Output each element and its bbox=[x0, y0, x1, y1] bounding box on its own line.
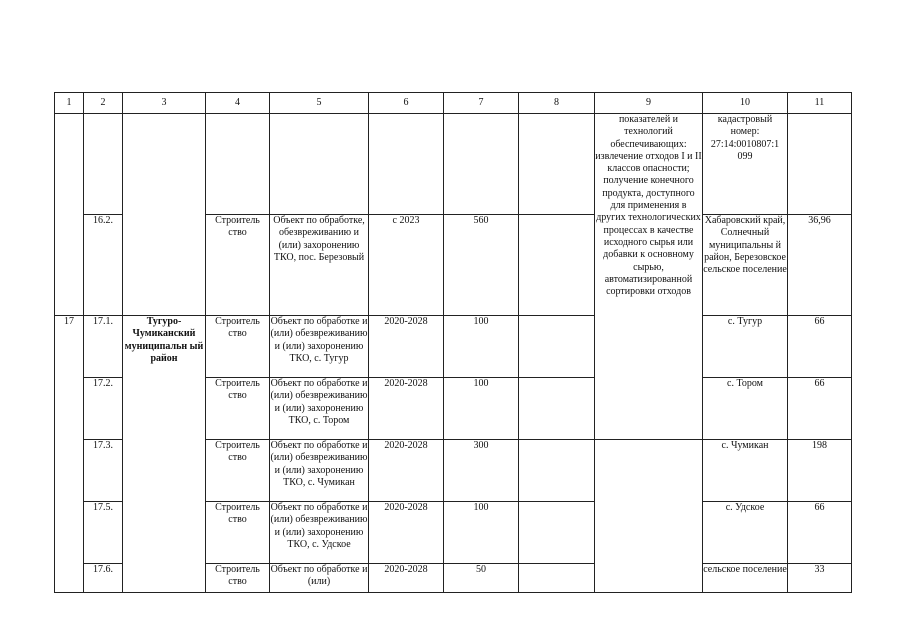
document-table bbox=[54, 92, 852, 593]
object-cell bbox=[270, 114, 369, 215]
col8-cell bbox=[519, 378, 595, 440]
capacity-cell: 100 bbox=[444, 378, 519, 440]
row-number-cell: 17.6. bbox=[84, 564, 123, 593]
row-number-cell: 16.2. bbox=[84, 215, 123, 316]
type-cell: Строитель ство bbox=[206, 440, 270, 502]
row-number-cell: 17.1. bbox=[84, 316, 123, 378]
col8-cell bbox=[519, 502, 595, 564]
header-cell: 1 bbox=[55, 93, 84, 114]
capacity-cell: 300 bbox=[444, 440, 519, 502]
header-cell: 11 bbox=[788, 93, 852, 114]
object-cell: Объект по обработке и (или) обезвреживанию и (или) захоронению ТКО, с. Тугур bbox=[270, 316, 369, 378]
year-cell: 2020-2028 bbox=[369, 502, 444, 564]
group-number-cell: 17 bbox=[55, 316, 84, 593]
type-cell: Строитель ство bbox=[206, 378, 270, 440]
type-cell: Строитель ство bbox=[206, 502, 270, 564]
col8-cell bbox=[519, 215, 595, 316]
object-cell: Объект по обработке и (или) bbox=[270, 564, 369, 593]
location-cell: с. Чумикан bbox=[703, 440, 788, 502]
capacity-cell: 100 bbox=[444, 316, 519, 378]
cost-cell: 33 bbox=[788, 564, 852, 593]
location-cell: с. Тором bbox=[703, 378, 788, 440]
year-cell: с 2023 bbox=[369, 215, 444, 316]
col8-cell bbox=[519, 564, 595, 593]
header-cell: 8 bbox=[519, 93, 595, 114]
header-cell: 5 bbox=[270, 93, 369, 114]
year-cell: 2020-2028 bbox=[369, 316, 444, 378]
object-cell: Объект по обработке, обезвреживанию и (или) захоронению ТКО, пос. Березовый bbox=[270, 215, 369, 316]
header-cell: 4 bbox=[206, 93, 270, 114]
type-cell: Строитель ство bbox=[206, 564, 270, 593]
object-cell: Объект по обработке и (или) обезвреживанию и (или) захоронению ТКО, с. Тором bbox=[270, 378, 369, 440]
col8-cell bbox=[519, 316, 595, 378]
header-cell: 7 bbox=[444, 93, 519, 114]
requirements-cell: показателей и технологий обеспечивающих: извлечение отходов I и II классов опасности; получение конечного продукта, доступного для применения в других технологических процессах в качестве исходного сырья или добавки к основному сырью, автоматизированной сортировки отходов bbox=[595, 114, 703, 440]
cost-cell: 66 bbox=[788, 316, 852, 378]
cost-cell: 198 bbox=[788, 440, 852, 502]
year-cell bbox=[369, 114, 444, 215]
capacity-cell: 50 bbox=[444, 564, 519, 593]
header-row bbox=[55, 93, 852, 114]
header-cell: 2 bbox=[84, 93, 123, 114]
type-cell bbox=[206, 114, 270, 215]
row-number-cell bbox=[84, 114, 123, 215]
requirements-cell-continued bbox=[595, 440, 703, 593]
header-cell: 10 bbox=[703, 93, 788, 114]
capacity-cell bbox=[444, 114, 519, 215]
table-row bbox=[55, 316, 852, 378]
location-cell: с. Тугур bbox=[703, 316, 788, 378]
header-cell: 9 bbox=[595, 93, 703, 114]
location-cell: Хабаровский край, Солнечный муниципальны й район, Березовское сельское поселение bbox=[703, 215, 788, 316]
location-cell: кадастровый номер: 27:14:0010807:1 099 bbox=[703, 114, 788, 215]
location-cell: с. Удское bbox=[703, 502, 788, 564]
col8-cell bbox=[519, 440, 595, 502]
header-cell: 6 bbox=[369, 93, 444, 114]
district-cell: Тугуро- Чумиканский муниципальн ый район bbox=[123, 316, 206, 593]
row-number-cell: 17.3. bbox=[84, 440, 123, 502]
type-cell: Строитель ство bbox=[206, 215, 270, 316]
cost-cell: 66 bbox=[788, 378, 852, 440]
cost-cell: 66 bbox=[788, 502, 852, 564]
year-cell: 2020-2028 bbox=[369, 440, 444, 502]
location-cell: сельское поселение bbox=[703, 564, 788, 593]
object-cell: Объект по обработке и (или) обезвреживанию и (или) захоронению ТКО, с. Удское bbox=[270, 502, 369, 564]
group-number-cell bbox=[55, 114, 84, 316]
row-number-cell: 17.2. bbox=[84, 378, 123, 440]
row-number-cell: 17.5. bbox=[84, 502, 123, 564]
col8-cell bbox=[519, 114, 595, 215]
capacity-cell: 100 bbox=[444, 502, 519, 564]
year-cell: 2020-2028 bbox=[369, 378, 444, 440]
type-cell: Строитель ство bbox=[206, 316, 270, 378]
year-cell: 2020-2028 bbox=[369, 564, 444, 593]
district-cell bbox=[123, 114, 206, 316]
header-cell: 3 bbox=[123, 93, 206, 114]
cost-cell: 36,96 bbox=[788, 215, 852, 316]
table-row bbox=[55, 114, 852, 215]
capacity-cell: 560 bbox=[444, 215, 519, 316]
object-cell: Объект по обработке и (или) обезвреживанию и (или) захоронению ТКО, с. Чумикан bbox=[270, 440, 369, 502]
cost-cell bbox=[788, 114, 852, 215]
